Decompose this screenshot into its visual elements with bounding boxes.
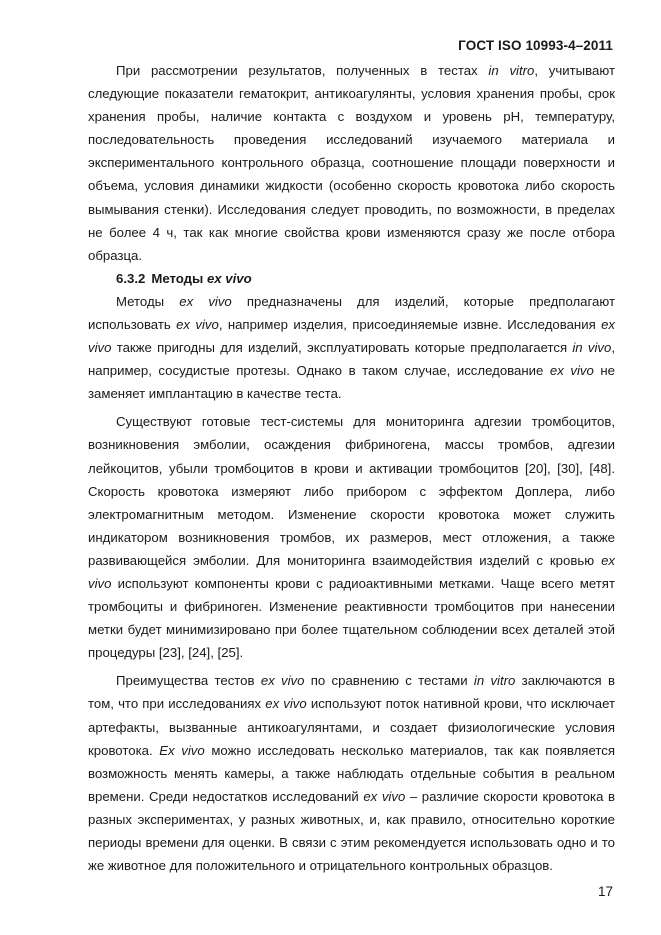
italic-term: ex vivo bbox=[179, 293, 232, 309]
page-body bbox=[88, 59, 615, 877]
italic-term: ex vivo bbox=[265, 696, 307, 712]
section-number: 6.3.2 bbox=[116, 270, 146, 286]
italic-term: in vitro bbox=[488, 63, 535, 78]
section-title: Методы bbox=[151, 270, 207, 286]
italic-term: ex vivo bbox=[88, 316, 615, 356]
text-run: используют компоненты крови с радиоактивными метками. Чаще всего метят тромбоциты и фибриноген. Изменение реактивности тромбоцитов при нанесении метки будет минимизировано при более тщательном соблюдении всех деталей этой процедуры [23], [24], [25]. bbox=[88, 575, 615, 661]
text-run: , например, сосудистые протезы. Однако в таком случае, исследование bbox=[88, 340, 615, 379]
section-title-italic: ex vivo bbox=[206, 270, 252, 286]
text-run: используют поток нативной крови, что исключает артефакты, вызванные антикоагулянтами, и создает физиологические условия кровотока. bbox=[88, 696, 616, 758]
italic-term: Ex vivo bbox=[159, 742, 205, 758]
text-run: , например изделия, присоединяемые извне. Исследования bbox=[218, 316, 602, 332]
text-run: Существуют готовые тест-системы для мониторинга адгезии тромбоцитов, возникновения эмболии, осаждения фибриногена, массы тромбов, адгезии лейкоцитов, убыли тромбоцитов в крови и активации тромбоцитов [20], [30], [48]. Скорость кровотока измеряют либо прибором с эффектом Доплера, либо электромагнитным методом. Изменение скорости кровотока может служить индикатором возникновения тромбов, их размеров, мест отложения, а также развивающейся эмболии. Для мониторинга взаимодействия изделий с кровью bbox=[88, 414, 615, 568]
text-run: – различие скорости кровотока в разных экспериментах, у разных животных, и, как правило, относительно короткие периоды времени для оценки. В связи с этим рекомендуется использовать одно и то же животное для положительного и отрицательного контрольных образцов. bbox=[88, 788, 615, 874]
standard-title: ГОСТ ISO 10993-4–2011 bbox=[458, 38, 613, 53]
text-run: предназначены для изделий, которые предполагают использовать bbox=[88, 293, 616, 332]
intro-paragraph bbox=[88, 59, 615, 267]
italic-term: ex vivo bbox=[260, 673, 305, 689]
italic-term: ex vivo bbox=[363, 788, 406, 804]
text-run: При рассмотрении результатов, полученных в тестах bbox=[116, 63, 489, 78]
body-paragraph-advantages bbox=[88, 669, 615, 877]
body-paragraph-test-systems bbox=[88, 410, 615, 664]
text-run: по сравнению с тестами bbox=[304, 673, 474, 689]
italic-term: ex vivo bbox=[176, 316, 219, 332]
page-number: 17 bbox=[597, 884, 613, 899]
text-run: , учитывают следующие показатели гематокрит, антикоагулянты, условия хранения пробы, срок хранения пробы, наличие контакта с воздухом и уровень pH, температуру, последовательность проведения исследований изучаемого материала и экспериментального контрольного образца, соотношение площади поверхности и объема, условия динамики жидкости (особенно скорость кровотока либо скорость вымывания стенки). Исследования следует проводить, по возможности, в пределах не более 4 ч, так как многие свойства крови изменяются сразу же после отбора образца. bbox=[88, 63, 615, 263]
body-paragraph-purpose bbox=[88, 290, 615, 405]
text-run: Методы bbox=[116, 293, 180, 309]
section-heading bbox=[88, 267, 615, 290]
text-run: заключаются в том, что при исследованиях bbox=[88, 673, 615, 712]
text-run: Преимущества тестов bbox=[116, 673, 261, 689]
italic-term: ex vivo bbox=[549, 363, 594, 379]
text-run: также пригодны для изделий, эксплуатировать которые предполагается bbox=[111, 340, 573, 356]
italic-term: in vivo bbox=[572, 340, 612, 356]
document-header bbox=[458, 38, 613, 53]
italic-term: in vitro bbox=[473, 673, 516, 689]
text-run: можно исследовать несколько материалов, так как появляется возможность менять камеры, а также наблюдать отдельные события в реальном времени. Среди недостатков исследований bbox=[88, 742, 615, 804]
italic-term: ex vivo bbox=[88, 552, 615, 591]
text-run: не заменяет имплантацию в качестве теста. bbox=[88, 363, 616, 402]
